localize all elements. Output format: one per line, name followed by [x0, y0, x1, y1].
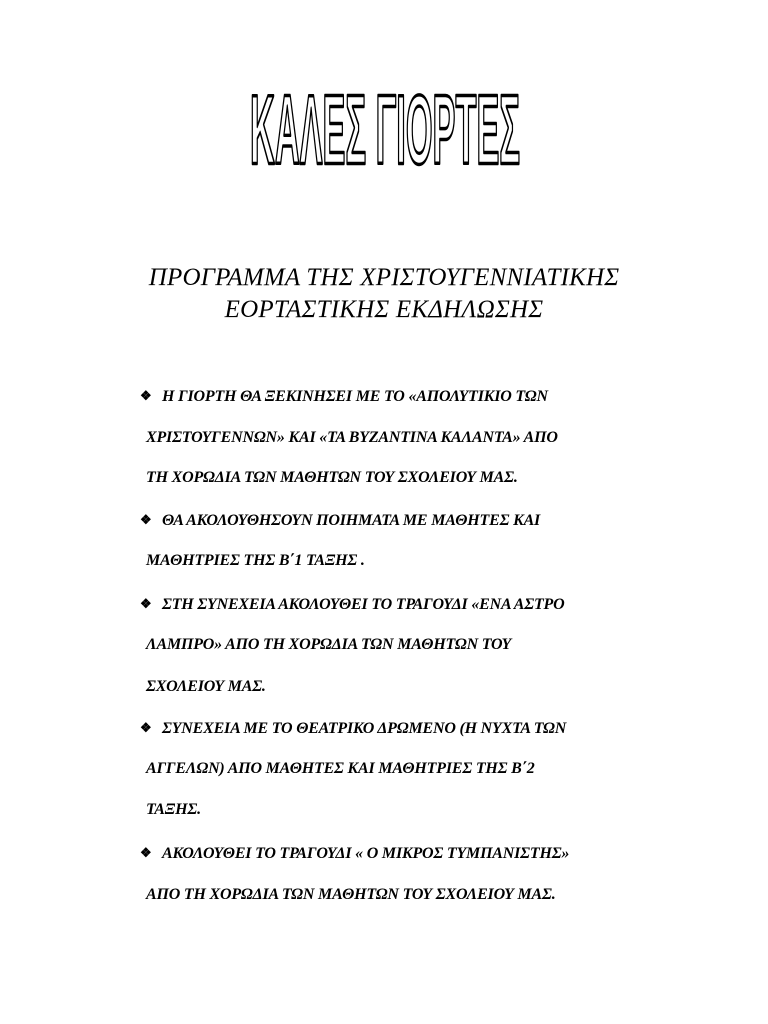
program-item-3-text: ΣΤΗ ΣΥΝΕΧΕΙΑ ΑΚΟΛΟΥΘΕΙ ΤΟ ΤΡΑΓΟΥΔΙ «ΕΝΑ ΑΣΤΡΟ	[162, 596, 565, 613]
program-title	[0, 262, 768, 326]
diamond-bullet-icon: ❖	[140, 845, 152, 860]
program-item-4-line-3: ΤΑΞΗΣ.	[146, 801, 201, 818]
program-item-1-text: Η ΓΙΟΡΤΗ ΘΑ ΞΕΚΙΝΗΣΕΙ ΜΕ ΤΟ «ΑΠΟΛΥΤΙΚΙΟ ΤΩΝ	[162, 388, 548, 405]
program-item-2-line-1	[140, 510, 540, 531]
program-item-4-text: ΣΥΝΕΧΕΙΑ ΜΕ ΤΟ ΘΕΑΤΡΙΚΟ ΔΡΩΜΕΝΟ (Η ΝΥΧΤΑ ΤΩΝ	[162, 720, 567, 737]
program-item-3-line-3: ΣΧΟΛΕΙΟΥ ΜΑΣ.	[146, 678, 266, 695]
program-item-5-text: ΑΚΟΛΟΥΘΕΙ ΤΟ ΤΡΑΓΟΥΔΙ « Ο ΜΙΚΡΟΣ ΤΥΜΠΑΝΙΣΤΗΣ»	[162, 845, 570, 862]
greeting-banner-art	[240, 73, 530, 185]
program-item-3-line-1	[140, 594, 564, 615]
diamond-bullet-icon: ❖	[140, 512, 152, 527]
program-title-line-2: ΕΟΡΤΑΣΤΙΚΗΣ ΕΚΔΗΛΩΣΗΣ	[224, 296, 544, 323]
diamond-bullet-icon: ❖	[140, 388, 152, 403]
program-item-2-line-2: ΜΑΘΗΤΡΙΕΣ ΤΗΣ Β΄1 ΤΑΞΗΣ .	[146, 552, 365, 569]
program-title-line-1: ΠΡΟΓΡΑΜΜΑ ΤΗΣ ΧΡΙΣΤΟΥΓΕΝΝΙΑΤΙΚΗΣ	[148, 264, 620, 291]
program-item-5-line-1	[140, 843, 569, 864]
program-item-4-line-2: ΑΓΓΕΛΩΝ) ΑΠΟ ΜΑΘΗΤΕΣ ΚΑΙ ΜΑΘΗΤΡΙΕΣ ΤΗΣ Β΄2	[146, 760, 535, 777]
program-item-2-text: ΘΑ ΑΚΟΛΟΥΘΗΣΟΥΝ ΠΟΙΗΜΑΤΑ ΜΕ ΜΑΘΗΤΕΣ ΚΑΙ	[162, 512, 541, 529]
program-item-1-line-3: ΤΗ ΧΟΡΩΔΙΑ ΤΩΝ ΜΑΘΗΤΩΝ ΤΟΥ ΣΧΟΛΕΙΟΥ ΜΑΣ.	[146, 469, 518, 486]
diamond-bullet-icon: ❖	[140, 596, 152, 611]
program-item-1-line-2: ΧΡΙΣΤΟΥΓΕΝΝΩΝ» ΚΑΙ «ΤΑ ΒΥΖΑΝΤΙΝΑ ΚΑΛΑΝΤΑ» ΑΠΟ	[146, 429, 558, 446]
greeting-banner	[240, 73, 530, 185]
diamond-bullet-icon: ❖	[140, 720, 152, 735]
program-item-5-line-2: ΑΠΟ ΤΗ ΧΟΡΩΔΙΑ ΤΩΝ ΜΑΘΗΤΩΝ ΤΟΥ ΣΧΟΛΕΙΟΥ ΜΑΣ.	[146, 886, 556, 903]
program-item-3-line-2: ΛΑΜΠΡΟ» ΑΠΟ ΤΗ ΧΟΡΩΔΙΑ ΤΩΝ ΜΑΘΗΤΩΝ ΤΟΥ	[146, 636, 512, 653]
program-item-4-line-1	[140, 718, 566, 739]
program-item-1-line-1	[140, 386, 548, 407]
greeting-banner-text: ΚΑΛΕΣ ΓΙΟΡΤΕΣ	[249, 73, 520, 185]
